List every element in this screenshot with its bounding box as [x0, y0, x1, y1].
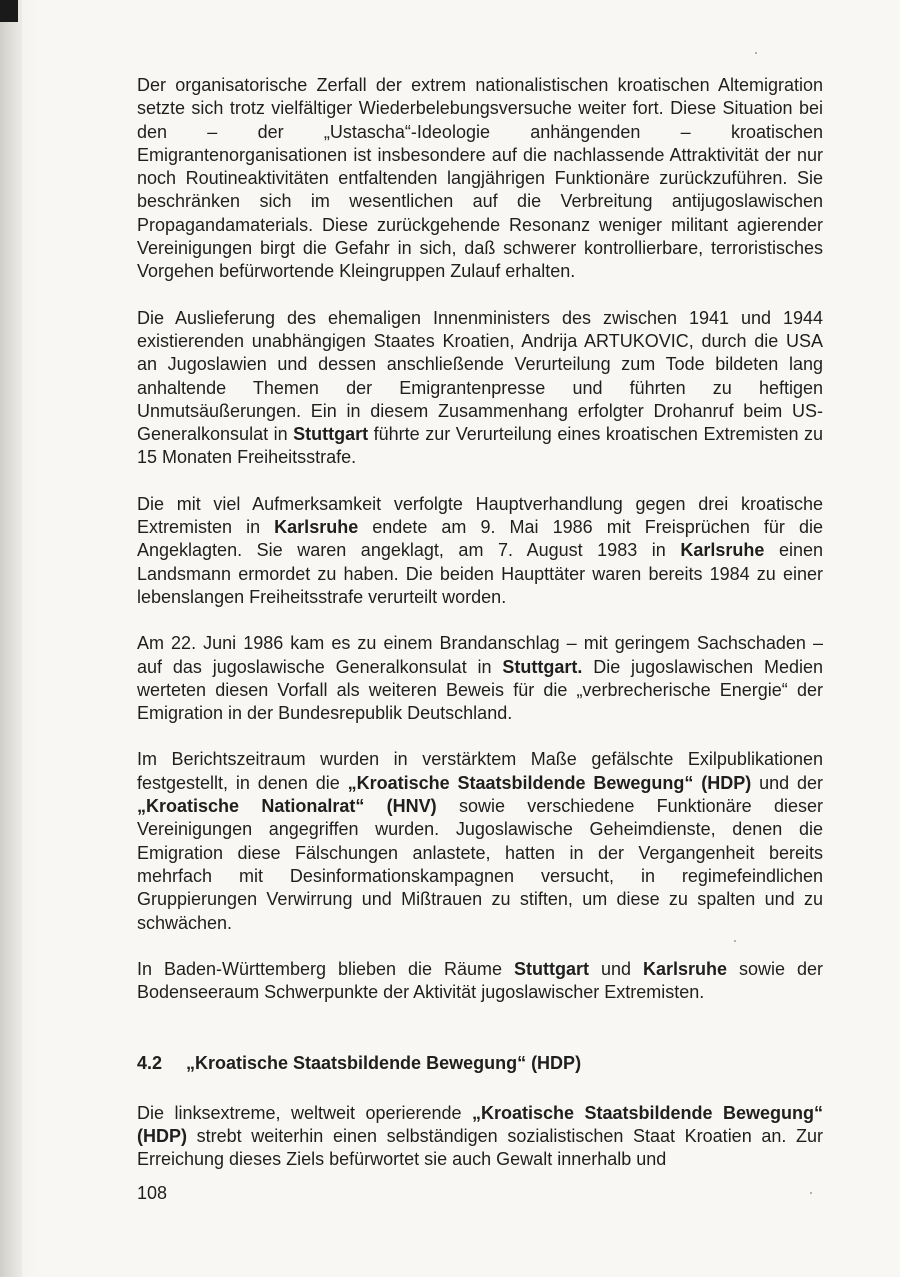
body-text — [137, 74, 823, 1195]
text-run: Die jugoslawischen Medien werteten diesen Vorfall als weiteren Beweis für die „verbrecherische Energie“ der Emigration in der Bundesrepublik Deutschland. — [137, 656, 823, 724]
bold-text: Karlsruhe — [680, 540, 765, 561]
text-run: In Baden-Württemberg blieben die Räume — [137, 958, 515, 979]
paragraph-7 — [137, 1102, 823, 1172]
text-run: endete am 9. Mai 1986 mit Freisprüchen für die Angeklagten. Sie waren angeklagt, am 7. August 1983 in — [137, 517, 823, 561]
bold-text: „Kroatische Staatsbildende Bewegung“ (HDP) — [347, 772, 752, 793]
paragraph-3 — [137, 493, 823, 609]
text-run: strebt weiterhin einen selbständigen sozialistischen Staat Kroatien an. Zur Erreichung dieses Ziels befürwortet sie auch Gewalt innerhalb und — [137, 1125, 823, 1170]
text-run: sowie der Bodenseeraum Schwerpunkte der Aktivität jugoslawischer Extremisten. — [137, 958, 823, 1003]
paragraph-2 — [137, 307, 823, 470]
bold-text: Stuttgart — [293, 424, 369, 445]
bold-text: Stuttgart. — [502, 656, 583, 677]
bold-text: Karlsruhe — [274, 517, 359, 538]
text-run: Die linksextreme, weltweit operierende — [137, 1102, 472, 1123]
bold-text: Stuttgart — [514, 958, 590, 979]
scan-speck — [755, 52, 757, 54]
text-run: Die Auslieferung des ehemaligen Innenministers des zwischen 1941 und 1944 existierenden unabhängigen Staates Kroatien, Andrija ARTUKOVIC, durch die USA an Jugoslawien und dessen anschließende Verurteilung zum Tode bildeten lang anhaltende Themen der Emigrantenpresse und führten zu heftigen Unmutsäußerungen. Ein in diesem Zusammenhang erfolgter Drohanruf beim US-Generalkonsulat in — [137, 307, 823, 445]
binding-mark — [0, 0, 18, 22]
text-run: Der organisatorische Zerfall der extrem nationalistischen kroatischen Altemigration setzte sich trotz vielfältiger Wiederbelebungsversuche weiter fort. Diese Situation bei den – der „Ustascha“-Ideologie anhängenden – kroatischen Emigrantenorganisationen ist insbesondere auf die nachlassende Attraktivität der nur noch Routineaktivitäten entfaltenden langjährigen Funktionäre zurückzuführen. Sie beschränken sich im wesentlichen auf die Verbreitung antijugoslawischen Propagandamaterials. Diese zurückgehende Resonanz weniger militant agierender Vereinigungen birgt die Gefahr in sich, daß schwerer kontrollierbare, terroristisches Vorgehen befürwortende Kleingruppen Zulauf erhalten. — [137, 75, 823, 282]
text-run: Am 22. Juni 1986 kam es zu einem Brandanschlag – mit geringem Sachschaden – auf das jugoslawische Generalkonsulat in — [137, 633, 823, 677]
text-run: und der — [751, 772, 823, 793]
bold-text: Karlsruhe — [642, 958, 728, 979]
text-run: Die mit viel Aufmerksamkeit verfolgte Hauptverhandlung gegen drei kroatische Extremisten in — [137, 493, 823, 538]
text-run: führte zur Verurteilung eines kroatischen Extremisten zu 15 Monaten Freiheitsstrafe. — [137, 424, 823, 468]
section-heading — [137, 1052, 823, 1075]
paragraph-1 — [137, 74, 823, 284]
bold-text: „Kroatische Staatsbildende Bewegung“ (HDP) — [137, 1102, 823, 1146]
text-run: sowie verschiedene Funktionäre dieser Vereinigungen angegriffen wurden. Jugoslawische Geheimdienste, denen die Emigration diese Fälschungen anlastete, hatten in der Vergangenheit bereits mehrfach mit Desinformationskampagnen versucht, in regimefeindlichen Gruppierungen Verwirrung und Mißtrauen zu stiften, um diese zu spalten und zu schwächen. — [137, 796, 823, 933]
section-number: 4.2 — [137, 1053, 163, 1074]
bold-text: „Kroatische Nationalrat“ (HNV) — [137, 796, 437, 817]
text-run: und — [589, 958, 643, 979]
page-number: 108 — [137, 1183, 168, 1203]
paragraph-5 — [137, 748, 823, 934]
scan-speck — [810, 1192, 812, 1194]
section-title: „Kroatische Staatsbildende Bewegung“ (HDP) — [186, 1053, 582, 1074]
paragraph-6 — [137, 958, 823, 1005]
binding-edge — [0, 0, 22, 1277]
paragraph-4 — [137, 632, 823, 725]
scan-speck — [734, 940, 736, 942]
text-run: einen Landsmann ermordet zu haben. Die beiden Haupttäter waren bereits 1984 zu einer lebenslangen Freiheitsstrafe verurteilt worden. — [137, 540, 824, 607]
text-run: Im Berichtszeitraum wurden in verstärktem Maße gefälschte Exilpublikationen festgestellt, in denen die — [137, 749, 823, 793]
